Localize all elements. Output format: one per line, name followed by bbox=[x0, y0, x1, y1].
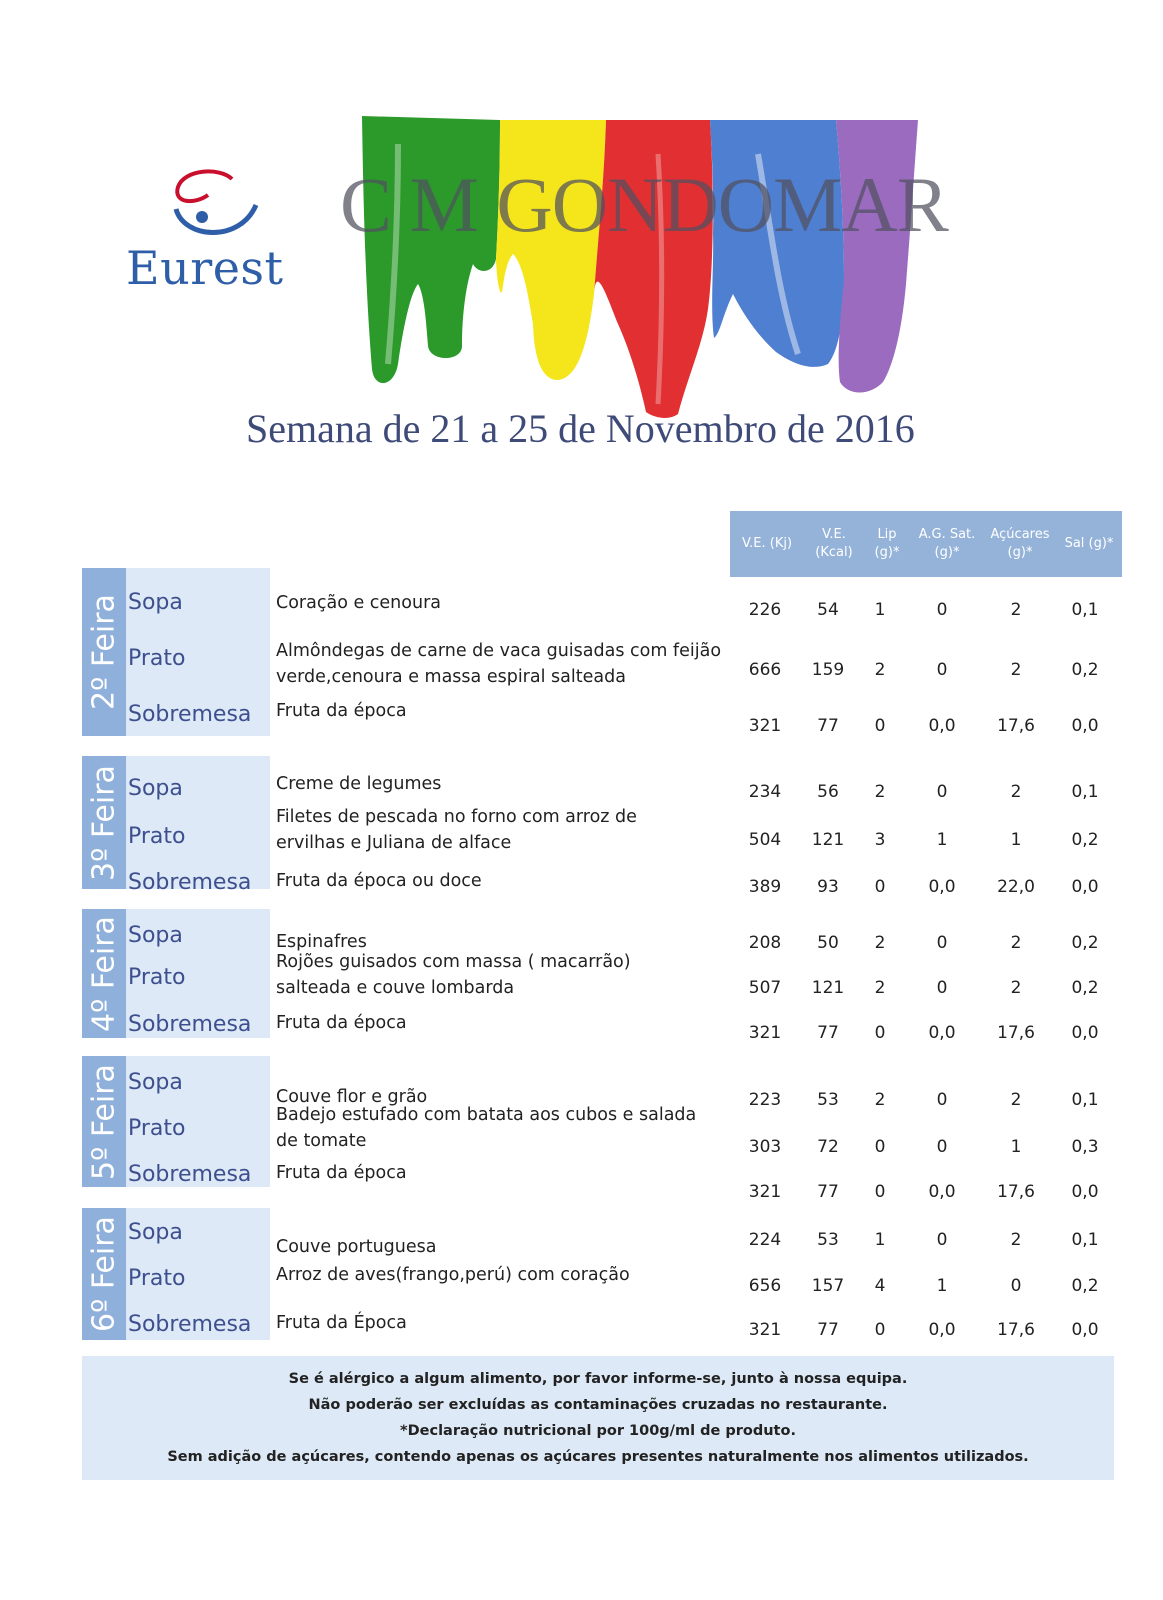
nutrition-value: 2 bbox=[874, 978, 886, 998]
nutrition-value: 224 bbox=[748, 1230, 782, 1250]
brand-name: Eurest bbox=[126, 241, 284, 295]
nutrition-value: 223 bbox=[748, 1090, 782, 1110]
nutrition-value: 0,2 bbox=[1071, 1276, 1099, 1296]
nutrition-value: 121 bbox=[811, 978, 845, 998]
meal-type-label: Sopa bbox=[128, 1070, 183, 1095]
col-header-ve-kcal: V.E. (Kcal) bbox=[815, 527, 853, 560]
dish-name: Coração e cenoura bbox=[276, 593, 441, 613]
dish-name: Fruta da época bbox=[276, 1163, 407, 1183]
nutrition-value: 0 bbox=[936, 933, 948, 953]
note-line: *Declaração nutricional por 100g/ml de produto. bbox=[400, 1423, 796, 1439]
day-block bbox=[82, 1208, 270, 1340]
day-label: 2º Feira bbox=[86, 594, 122, 710]
nutrition-value: 77 bbox=[817, 1023, 839, 1043]
nutrition-value: 0 bbox=[1010, 1276, 1022, 1296]
day-block bbox=[82, 756, 270, 895]
nutrition-value: 3 bbox=[874, 830, 886, 850]
day-tab bbox=[82, 568, 126, 736]
day-tab bbox=[82, 909, 126, 1038]
nutrition-value: 2 bbox=[1010, 660, 1022, 680]
nutrition-value: 0,0 bbox=[1071, 877, 1099, 897]
note-line: Sem adição de açúcares, contendo apenas os açúcares presentes naturalmente nos alimentos utilizados. bbox=[167, 1449, 1029, 1465]
nutrition-table-header bbox=[730, 511, 1122, 577]
dish-name: Arroz de aves(frango,perú) com coração bbox=[276, 1265, 630, 1285]
page-title: C M GONDOMAR bbox=[340, 161, 948, 248]
nutrition-value: 0,2 bbox=[1071, 830, 1099, 850]
nutrition-value: 54 bbox=[817, 600, 839, 620]
meal-type-label: Sobremesa bbox=[128, 702, 252, 727]
nutrition-value: 0,2 bbox=[1071, 660, 1099, 680]
day-tab bbox=[82, 1056, 126, 1187]
nutrition-value: 0 bbox=[936, 978, 948, 998]
nutrition-value: 50 bbox=[817, 933, 839, 953]
dish-name: Creme de legumes bbox=[276, 774, 442, 794]
nutrition-value: 53 bbox=[817, 1090, 839, 1110]
nutrition-value: 2 bbox=[1010, 933, 1022, 953]
note-line: Se é alérgico a algum alimento, por favor informe-se, junto à nossa equipa. bbox=[288, 1371, 908, 1387]
nutrition-value: 77 bbox=[817, 716, 839, 736]
meal-type-label: Prato bbox=[128, 965, 186, 990]
day-tab bbox=[82, 1208, 126, 1340]
nutrition-value: 159 bbox=[811, 660, 845, 680]
day-label: 5º Feira bbox=[86, 1063, 122, 1180]
dish-name: Espinafres bbox=[276, 932, 367, 952]
dish-name: Fruta da época bbox=[276, 1013, 407, 1033]
nutrition-value: 208 bbox=[748, 933, 782, 953]
nutrition-value: 504 bbox=[748, 830, 782, 850]
dish-name: Couve flor e grão bbox=[276, 1087, 428, 1107]
nutrition-value: 1 bbox=[874, 1230, 886, 1250]
yellow-paint-drip bbox=[496, 120, 606, 380]
nutrition-value: 1 bbox=[936, 830, 948, 850]
nutrition-value: 77 bbox=[817, 1182, 839, 1202]
meal-type-label: Sobremesa bbox=[128, 870, 252, 895]
dish-name: Filetes de pescada no forno com arroz de ervilhas e Juliana de alface bbox=[276, 807, 637, 853]
nutrition-value: 0 bbox=[874, 716, 886, 736]
nutrition-value: 1 bbox=[874, 600, 886, 620]
nutrition-value: 2 bbox=[1010, 1230, 1022, 1250]
dish-name: Rojões guisados com massa ( macarrão) salteada e couve lombarda bbox=[276, 952, 631, 998]
meal-type-label: Sobremesa bbox=[128, 1162, 252, 1187]
col-header-acucares: Açúcares (g)* bbox=[990, 527, 1050, 560]
nutrition-value: 0,2 bbox=[1071, 978, 1099, 998]
col-header-sal: Sal (g)* bbox=[1064, 536, 1114, 551]
nutrition-value: 22,0 bbox=[997, 877, 1035, 897]
col-header-ve-kj: V.E. (Kj) bbox=[741, 536, 793, 551]
nutrition-value: 4 bbox=[874, 1276, 886, 1296]
meal-type-label: Sopa bbox=[128, 776, 183, 801]
nutrition-value: 0 bbox=[874, 1320, 886, 1340]
day-label: 4º Feira bbox=[86, 915, 122, 1032]
nutrition-value: 389 bbox=[748, 877, 782, 897]
meal-type-label: Sopa bbox=[128, 923, 183, 948]
day-block bbox=[82, 909, 270, 1038]
day-label: 6º Feira bbox=[86, 1216, 122, 1332]
meal-type-label: Prato bbox=[128, 1116, 186, 1141]
nutrition-value: 321 bbox=[748, 1320, 782, 1340]
nutrition-value: 77 bbox=[817, 1320, 839, 1340]
nutrition-value: 17,6 bbox=[997, 1023, 1035, 1043]
nutrition-value: 2 bbox=[874, 933, 886, 953]
nutrition-value: 0 bbox=[874, 1137, 886, 1157]
meal-type-label: Sobremesa bbox=[128, 1012, 252, 1037]
col-header-ag-sat: A.G. Sat. (g)* bbox=[918, 527, 976, 560]
nutrition-value: 2 bbox=[874, 782, 886, 802]
meal-type-label: Sopa bbox=[128, 590, 183, 615]
nutrition-value: 2 bbox=[1010, 600, 1022, 620]
dish-name: Fruta da Época bbox=[276, 1313, 407, 1333]
note-line: Não poderão ser excluídas as contaminações cruzadas no restaurante. bbox=[308, 1397, 888, 1413]
nutrition-value: 666 bbox=[748, 660, 782, 680]
nutrition-value: 2 bbox=[1010, 1090, 1022, 1110]
meal-type-label: Prato bbox=[128, 1266, 186, 1291]
day-block bbox=[82, 568, 270, 736]
nutrition-value: 0,3 bbox=[1071, 1137, 1099, 1157]
dish-name: Badejo estufado com batata aos cubos e salada de tomate bbox=[276, 1105, 697, 1151]
nutrition-value: 1 bbox=[1010, 830, 1022, 850]
nutrition-value: 0,0 bbox=[1071, 716, 1099, 736]
nutrition-value: 2 bbox=[874, 660, 886, 680]
nutrition-value: 0,0 bbox=[1071, 1023, 1099, 1043]
nutrition-value: 0 bbox=[936, 600, 948, 620]
dish-name: Almôndegas de carne de vaca guisadas com feijão verde,cenoura e massa espiral salteada bbox=[276, 641, 722, 687]
nutrition-value: 303 bbox=[748, 1137, 782, 1157]
meal-type-label: Sopa bbox=[128, 1220, 183, 1245]
dish-name: Fruta da época bbox=[276, 701, 407, 721]
nutrition-value: 0 bbox=[874, 1023, 886, 1043]
nutrition-value: 0 bbox=[874, 1182, 886, 1202]
nutrition-value: 1 bbox=[936, 1276, 948, 1296]
nutrition-value: 0 bbox=[936, 1137, 948, 1157]
nutrition-value: 0 bbox=[936, 1230, 948, 1250]
nutrition-value: 56 bbox=[817, 782, 839, 802]
meal-type-label: Prato bbox=[128, 824, 186, 849]
nutrition-value: 0,0 bbox=[1071, 1320, 1099, 1340]
nutrition-value: 53 bbox=[817, 1230, 839, 1250]
nutrition-value: 121 bbox=[811, 830, 845, 850]
meal-type-label: Prato bbox=[128, 646, 186, 671]
nutrition-value: 17,6 bbox=[997, 716, 1035, 736]
allergen-notes bbox=[82, 1356, 1114, 1480]
col-header-lip: Lip (g)* bbox=[874, 527, 900, 560]
nutrition-value: 0,1 bbox=[1071, 1090, 1099, 1110]
day-block bbox=[82, 1056, 270, 1187]
dish-name: Couve portuguesa bbox=[276, 1237, 437, 1257]
week-subtitle: Semana de 21 a 25 de Novembro de 2016 bbox=[246, 406, 915, 451]
nutrition-value: 0 bbox=[936, 1090, 948, 1110]
meal-type-label: Sobremesa bbox=[128, 1312, 252, 1337]
nutrition-value: 0,0 bbox=[928, 716, 956, 736]
nutrition-value: 0,1 bbox=[1071, 1230, 1099, 1250]
eurest-logo-mark-icon bbox=[170, 165, 262, 241]
nutrition-value: 0 bbox=[936, 782, 948, 802]
nutrition-value: 0,0 bbox=[928, 1320, 956, 1340]
nutrition-value: 2 bbox=[1010, 978, 1022, 998]
nutrition-value: 0 bbox=[874, 877, 886, 897]
nutrition-value: 234 bbox=[748, 782, 782, 802]
nutrition-value: 0,0 bbox=[1071, 1182, 1099, 1202]
nutrition-value: 0,0 bbox=[928, 1182, 956, 1202]
nutrition-value: 0,0 bbox=[928, 877, 956, 897]
nutrition-value: 2 bbox=[874, 1090, 886, 1110]
nutrition-value: 321 bbox=[748, 716, 782, 736]
nutrition-value: 226 bbox=[748, 600, 782, 620]
dish-name: Fruta da época ou doce bbox=[276, 871, 482, 891]
eurest-logo bbox=[120, 165, 300, 295]
nutrition-value: 2 bbox=[1010, 782, 1022, 802]
nutrition-value: 656 bbox=[748, 1276, 782, 1296]
day-label: 3º Feira bbox=[86, 764, 122, 881]
nutrition-value: 0,1 bbox=[1071, 782, 1099, 802]
nutrition-value: 0,2 bbox=[1071, 933, 1099, 953]
nutrition-value: 157 bbox=[811, 1276, 845, 1296]
nutrition-value: 1 bbox=[1010, 1137, 1022, 1157]
nutrition-value: 0 bbox=[936, 660, 948, 680]
nutrition-value: 17,6 bbox=[997, 1320, 1035, 1340]
nutrition-value: 93 bbox=[817, 877, 839, 897]
nutrition-value: 72 bbox=[817, 1137, 839, 1157]
nutrition-value: 0,1 bbox=[1071, 600, 1099, 620]
nutrition-value: 17,6 bbox=[997, 1182, 1035, 1202]
day-tab bbox=[82, 756, 126, 889]
nutrition-value: 321 bbox=[748, 1182, 782, 1202]
nutrition-value: 507 bbox=[748, 978, 782, 998]
nutrition-value: 0,0 bbox=[928, 1023, 956, 1043]
nutrition-value: 321 bbox=[748, 1023, 782, 1043]
